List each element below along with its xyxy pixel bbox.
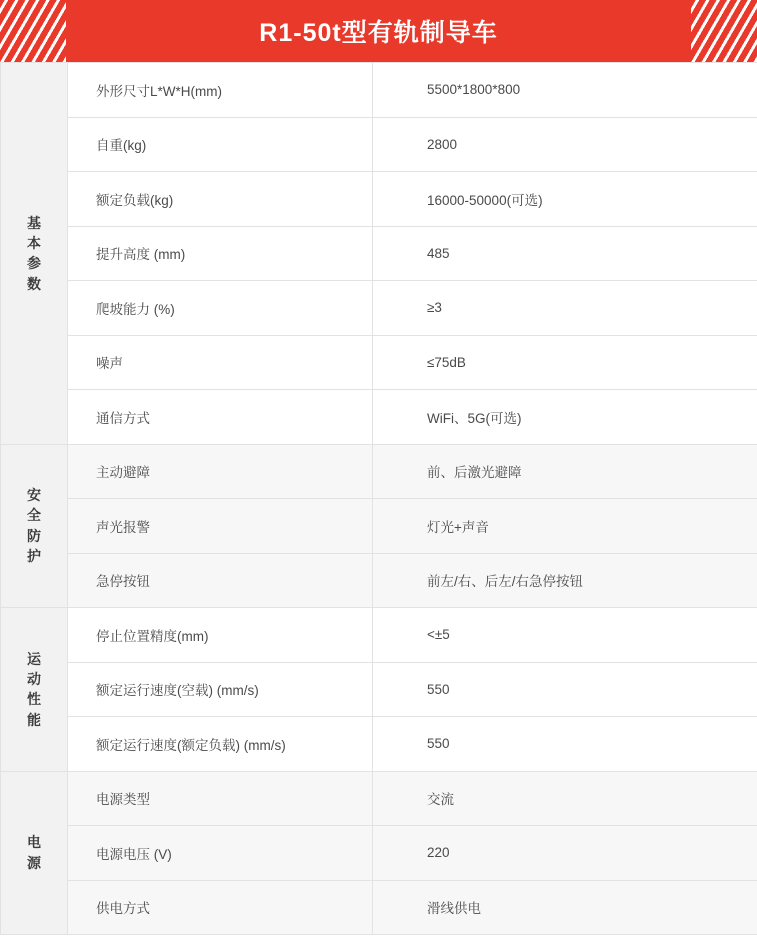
table-row	[1, 826, 757, 881]
group-header-cell	[1, 608, 68, 772]
table-row	[1, 880, 757, 935]
parameter-name-cell: 通信方式	[68, 390, 373, 445]
group-header-label: 安全防护	[27, 487, 41, 565]
table-row	[1, 662, 757, 717]
table-row	[1, 117, 757, 172]
page-title: R1-50t型有轨制导车	[259, 19, 498, 47]
parameter-name-cell: 额定运行速度(额定负载) (mm/s)	[68, 717, 373, 772]
parameter-name-cell: 主动避障	[68, 444, 373, 499]
parameter-name-cell: 急停按钮	[68, 553, 373, 608]
parameter-name-cell: 噪声	[68, 335, 373, 390]
parameter-name-cell: 电源类型	[68, 771, 373, 826]
parameter-name-cell: 外形尺寸L*W*H(mm)	[68, 63, 373, 118]
parameter-name-cell: 电源电压 (V)	[68, 826, 373, 881]
group-header-cell	[1, 444, 68, 608]
parameter-value-cell: 550	[373, 662, 757, 717]
table-row	[1, 335, 757, 390]
parameter-name-cell: 供电方式	[68, 880, 373, 935]
parameter-value-cell: 前、后激光避障	[373, 444, 757, 499]
parameter-name-cell: 声光报警	[68, 499, 373, 554]
parameter-value-cell: 交流	[373, 771, 757, 826]
group-header-label: 电源	[27, 834, 41, 871]
group-header-cell	[1, 771, 68, 935]
table-row	[1, 226, 757, 281]
parameter-value-cell: 550	[373, 717, 757, 772]
table-row	[1, 717, 757, 772]
parameter-value-cell: ≥3	[373, 281, 757, 336]
parameter-name-cell: 爬坡能力 (%)	[68, 281, 373, 336]
title-bar	[0, 0, 757, 62]
table-row	[1, 390, 757, 445]
parameter-value-cell: 220	[373, 826, 757, 881]
hatch-stripes-left-icon	[0, 0, 66, 62]
parameter-value-cell: 5500*1800*800	[373, 63, 757, 118]
group-header-label: 运动性能	[27, 650, 41, 728]
group-header-cell	[1, 63, 68, 445]
parameter-value-cell: WiFi、5G(可选)	[373, 390, 757, 445]
parameter-name-cell: 额定负载(kg)	[68, 172, 373, 227]
table-row	[1, 281, 757, 336]
parameter-name-cell: 自重(kg)	[68, 117, 373, 172]
table-row	[1, 63, 757, 118]
parameter-value-cell: 灯光+声音	[373, 499, 757, 554]
parameter-value-cell: 16000-50000(可选)	[373, 172, 757, 227]
table-row	[1, 608, 757, 663]
specification-table	[0, 62, 757, 935]
group-header-label: 基本参数	[27, 214, 41, 292]
table-row	[1, 771, 757, 826]
parameter-name-cell: 额定运行速度(空载) (mm/s)	[68, 662, 373, 717]
hatch-stripes-right-icon	[691, 0, 757, 62]
table-row	[1, 499, 757, 554]
parameter-value-cell: 485	[373, 226, 757, 281]
parameter-name-cell: 提升高度 (mm)	[68, 226, 373, 281]
parameter-name-cell: 停止位置精度(mm)	[68, 608, 373, 663]
table-row	[1, 553, 757, 608]
parameter-value-cell: 前左/右、后左/右急停按钮	[373, 553, 757, 608]
parameter-value-cell: ≤75dB	[373, 335, 757, 390]
table-row	[1, 172, 757, 227]
table-row	[1, 444, 757, 499]
parameter-value-cell: <±5	[373, 608, 757, 663]
parameter-value-cell: 滑线供电	[373, 880, 757, 935]
parameter-value-cell: 2800	[373, 117, 757, 172]
